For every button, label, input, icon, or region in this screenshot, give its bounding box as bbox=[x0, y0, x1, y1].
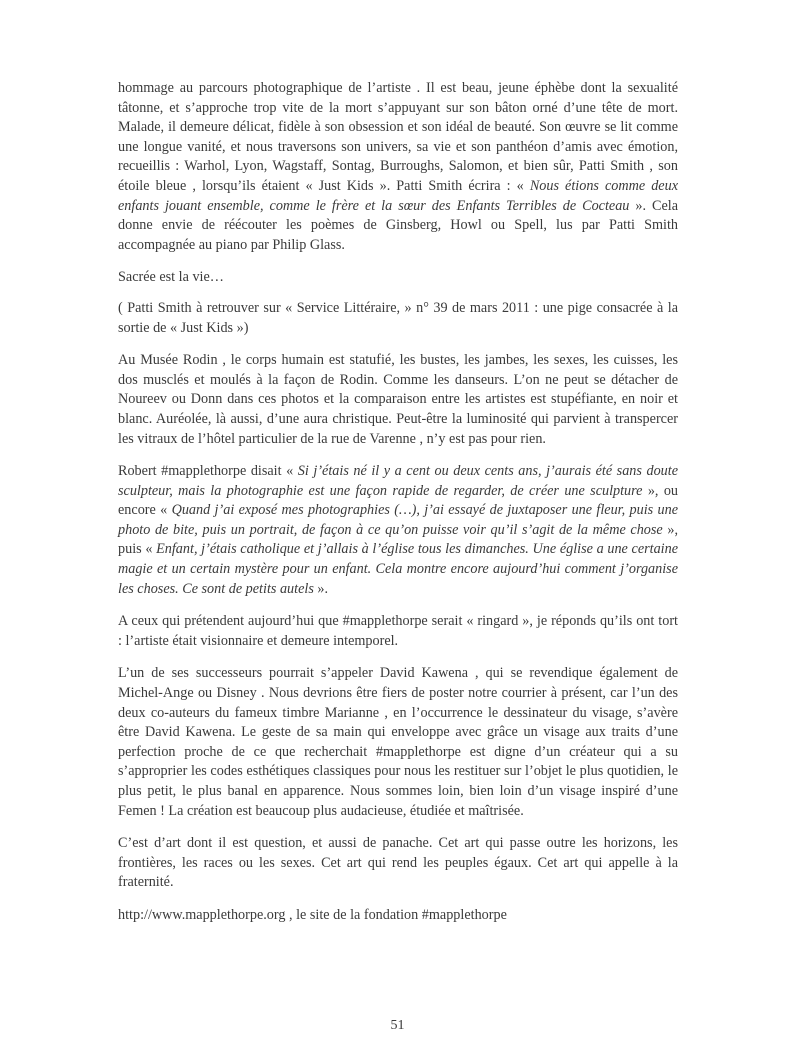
paragraph-ringard bbox=[118, 612, 678, 651]
paragraph-art-panache bbox=[118, 834, 678, 893]
p5-text-4: ». bbox=[313, 580, 329, 597]
page-body bbox=[118, 79, 678, 939]
p5-text-3: », puis « bbox=[118, 521, 679, 558]
p5-quote-2: Quand j’ai exposé mes photographies (…), j’ai essayé de juxtaposer une fleur, puis une photo de bite, puis un portrait, de façon à ce qu’on puisse voir qu’il s’agit de la même chose bbox=[118, 502, 678, 538]
paragraph-musee-rodin bbox=[118, 351, 678, 449]
p5-text-2: », ou encore « bbox=[118, 482, 679, 519]
paragraph-foundation-link bbox=[118, 906, 678, 926]
page-number: 51 bbox=[390, 1018, 405, 1033]
p5-quote-3: Enfant, j’étais catholique et j’allais à l’église tous les dimanches. Une église a une certaine magie et un certain mystère pour un enfant. Cela montre encore aujourd’hui comment j’organise les choses. Ce sont de petits autels bbox=[118, 541, 679, 597]
p6-text: A ceux qui prétendent aujourd’hui que #mapplethorpe serait « ringard », je réponds qu’ils ont tort : l’artiste était visionnaire et demeure intemporel. bbox=[118, 613, 678, 649]
p5-text-1: Robert #mapplethorpe disait « bbox=[118, 463, 298, 480]
paragraph-mapplethorpe-quotes bbox=[118, 462, 678, 599]
paragraph-david-kawena bbox=[118, 664, 678, 821]
paragraph-patti-smith-note bbox=[118, 299, 678, 338]
p8-text: C’est d’art dont il est question, et aussi de panache. Cet art qui passe outre les horizons, les frontières, les races ou les sexes. Cet art qui rend les peuples égaux. Cet art qui appelle à la fraternité. bbox=[118, 835, 678, 891]
paragraph-sacree bbox=[118, 268, 678, 288]
p1-text-1: hommage au parcours photographique de l’artiste . Il est beau, jeune éphèbe dont la sexualité tâtonne, et s’approche trop vite de la mort s’appuyant sur son bâton orné d’une tête de mort. Malade, il demeure délicat, fidèle à son obsession et son idéal de beauté. Son œuvre se lit comme une longue vanité, et nous traversons son univers, sa vie et son panthéon d’amis avec émotion, recueillis : Warhol, Lyon, Wagstaff, Sontag, Burroughs, Salomon, et bien sûr, Patti Smith , son étoile bleue , lorsqu’ils étaient « Just Kids ». Patti Smith écrira : « bbox=[118, 80, 678, 194]
foundation-link-text: http://www.mapplethorpe.org , le site de la fondation #mapplethorpe bbox=[118, 906, 507, 923]
p7-text: L’un de ses successeurs pourrait s’appeler David Kawena , qui se revendique également de Michel-Ange ou Disney . Nous devrions être fiers de poster notre courrier à présent, car l’un des deux co-auteurs du fameux timbre Marianne , en l’occurrence le dessinateur du visage, s’avère être David Kawena. Le geste de sa main qui enveloppe avec grâce un visage aux traits d’une perfection proche de ce que recherchait #mapplethorpe est digne d’un créateur qui a su s’approprier les codes esthétiques classiques pour nous les restituer sur l’objet le plus quotidien, le plus petit, le plus banal en apparence. Nous sommes loin, bien loin d’un visage inspiré d’une Femen ! La création est beaucoup plus audacieuse, étudiée et maîtrisée. bbox=[118, 665, 678, 819]
p1-quote-italic: Nous étions comme deux enfants jouant ensemble, comme le frère et la sœur des Enfants Terribles de Cocteau bbox=[118, 177, 678, 214]
p5-quote-1: Si j’étais né il y a cent ou deux cents ans, j’aurais été sans doute sculpteur, mais la photographie est une façon rapide de regarder, de créer une sculpture bbox=[118, 463, 678, 499]
p2-text: Sacrée est la vie… bbox=[118, 269, 224, 286]
p1-text-2: ». Cela donne envie de réécouter les poèmes de Ginsberg, Howl ou Spell, lus par Patti Smith accompagnée au piano par Philip Glass. bbox=[118, 197, 679, 253]
paragraph-opening bbox=[118, 79, 678, 255]
p3-text: ( Patti Smith à retrouver sur « Service Littéraire, » n° 39 de mars 2011 : une pige consacrée à la sortie de « Just Kids ») bbox=[118, 299, 678, 336]
p4-text: Au Musée Rodin , le corps humain est statufié, les bustes, les jambes, les sexes, les cuisses, les dos musclés et moulés à la façon de Rodin. Comme les danseurs. L’on ne peut se détacher de Noureev ou Donn dans ces photos et la comparaison entre les artistes est stupéfiante, en noir et blanc. Auréolée, là aussi, d’une aura christique. Peut-être la luminosité qui parvient à transpercer les vitraux de l’hôtel particulier de la rue de Varenne , n’y est pas pour rien. bbox=[118, 352, 678, 447]
